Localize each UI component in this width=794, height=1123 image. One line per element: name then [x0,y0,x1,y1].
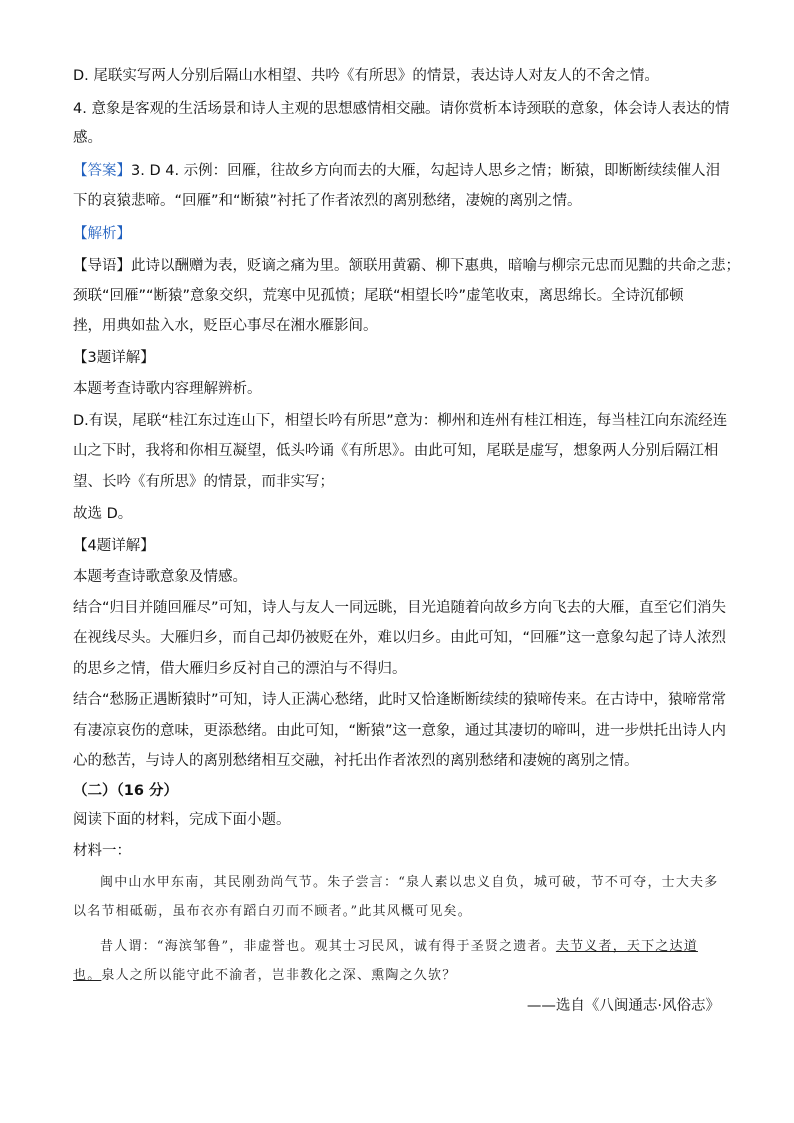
q4-para2-line3: 心的愁苦，与诗人的离别愁绪相互交融，衬托出作者浓烈的离别愁绪和凄婉的离别之情。 [73,753,639,769]
material-one-label: 材料一： [73,843,131,859]
q3-detail-intro: 本题考查诗歌内容理解辨析。 [73,381,262,397]
q4-question-line2: 感。 [73,130,102,146]
answer-text: 3. D 4. 示例：回雁，往故乡方向而去的大雁，勾起诗人思乡之情；断猿，即断断续续催人泪 [131,163,721,179]
source-citation: ——选自《八闽通志·风俗志》 [526,998,720,1014]
q4-para1-line2: 在视线尽头。大雁归乡，而自己却仍被贬在外，难以归乡。由此可知，“回雁”这一意象勾起了诗人浓烈 [73,630,727,646]
answer-line1 [73,161,723,181]
classical-line2: 以名节相砥砺，虽布衣亦有蹈白刃而不顾者。”此其风概可见矣。 [73,904,472,919]
section-two-heading: （二）（16 分） [73,783,178,799]
guide-line2: 颈联“回雁”“断猿”意象交织，荒寒中见孤愤；尾联“相望长吟”虚笔收束，离思绵长。全诗沉郁顿 [73,288,684,304]
q3-d-explain-line2: 山之下时，我将和你相互凝望，低头吟诵《有所思》。由此可知，尾联是虚写，想象两人分别后隔江相 [73,443,719,459]
classical-line4 [73,966,794,986]
q4-para2-line1: 结合“愁肠正遇断猿时”可知，诗人正满心愁绪，此时又恰逢断断续续的猿啼传来。在古诗中，猿啼常常 [73,692,727,708]
q3-d-explain-line3: 望、长吟《有所思》的情景，而非实写； [73,474,334,490]
q4-detail-intro: 本题考查诗歌意象及情感。 [73,569,247,585]
q4-detail-header: 【4题详解】 [73,538,155,554]
q3-detail-header: 【3题详解】 [73,350,155,366]
guide-line1: 【导语】此诗以酬赠为表，贬谪之痛为里。颔联用黄霸、柳下惠典，暗喻与柳宗元忠而见黜的共命之悲； [73,258,740,274]
q3-choose: 故选 D。 [73,506,133,522]
q4-question-line1: 4. 意象是客观的生活场景和诗人主观的思想感情相交融。请你赏析本诗颈联的意象，体会诗人表达的情 [73,101,730,117]
classical-line4-text: 泉人之所以能守此不渝者，岂非教化之深、熏陶之久欤？ [101,968,457,983]
classical-line3-text: 昔人谓：“海滨邹鲁”，非虚誉也。观其士习民风，诚有得于圣贤之遗者。 [100,939,556,954]
q4-para2-line2: 有凄凉哀伤的意味，更添愁绪。由此可知，“断猿”这一意象，通过其凄切的啼叫，进一步烘托出诗人内 [73,723,727,739]
q3-d-explain-line1: D.有误，尾联“桂江东过连山下，相望长吟有所思”意为：柳州和连州有桂江相连，每当桂江向东流经连 [73,413,728,429]
classical-line3 [100,937,794,957]
q3-option-d: D. 尾联实写两人分别后隔山水相望、共吟《有所思》的情景，表达诗人对友人的不舍之情。 [73,68,659,84]
classical-line1: 闽中山水甲东南，其民刚劲尚气节。朱子尝言：“泉人素以忠义自负，城可破，节不可夺，士大夫多 [100,875,719,890]
q4-para1-line1: 结合“归目并随回雁尽”可知，诗人与友人一同远眺，目光追随着向故乡方向飞去的大雁，直至它们消失 [73,600,727,616]
answer-label: 【答案】 [73,163,131,179]
classical-line4-underlined: 也。 [73,968,102,983]
answer-line2: 下的哀猿悲啼。“回雁”和“断猿”衬托了作者浓烈的离别愁绪，凄婉的离别之情。 [73,193,582,209]
classical-line3-underlined: 夫节义者，天下之达道 [555,939,698,954]
analysis-label: 【解析】 [73,226,131,242]
read-instruction: 阅读下面的材料，完成下面小题。 [73,812,291,828]
q4-para1-line3: 的思乡之情，借大雁归乡反衬自己的漂泊与不得归。 [73,661,407,677]
guide-line3: 挫，用典如盐入水，贬臣心事尽在湘水雁影间。 [73,318,378,334]
